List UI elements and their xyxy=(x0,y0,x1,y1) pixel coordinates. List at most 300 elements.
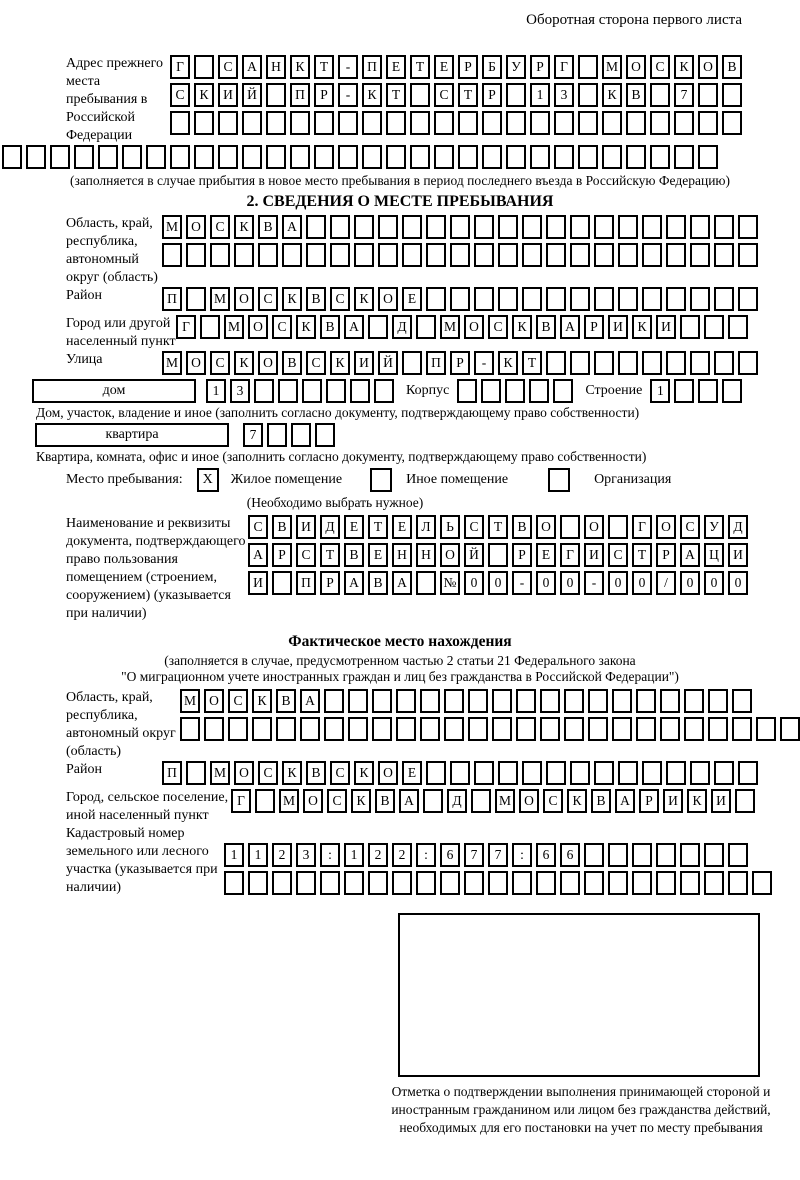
char-cell[interactable] xyxy=(594,761,614,785)
char-cell[interactable] xyxy=(180,717,200,741)
char-cell[interactable] xyxy=(255,789,275,813)
char-cell[interactable] xyxy=(368,871,388,895)
char-cell[interactable]: С xyxy=(210,215,230,239)
char-cell[interactable]: Е xyxy=(386,55,406,79)
char-cell[interactable] xyxy=(570,761,590,785)
char-cell[interactable] xyxy=(666,215,686,239)
char-cell[interactable] xyxy=(570,243,590,267)
char-cell[interactable]: 3 xyxy=(230,379,250,403)
char-cell[interactable]: Р xyxy=(320,571,340,595)
char-cell[interactable] xyxy=(348,689,368,713)
char-cell[interactable]: О xyxy=(519,789,539,813)
char-cell[interactable]: В xyxy=(368,571,388,595)
char-cell[interactable]: К xyxy=(512,315,532,339)
char-cell[interactable]: А xyxy=(560,315,580,339)
char-cell[interactable]: Т xyxy=(632,543,652,567)
char-cell[interactable] xyxy=(468,717,488,741)
char-cell[interactable] xyxy=(650,111,670,135)
char-cell[interactable] xyxy=(354,243,374,267)
char-cell[interactable]: Е xyxy=(402,761,422,785)
char-cell[interactable] xyxy=(608,871,628,895)
char-cell[interactable]: А xyxy=(242,55,262,79)
char-cell[interactable] xyxy=(602,145,622,169)
char-cell[interactable] xyxy=(704,871,724,895)
char-cell[interactable] xyxy=(492,689,512,713)
char-cell[interactable]: С xyxy=(680,515,700,539)
char-cell[interactable] xyxy=(426,243,446,267)
char-cell[interactable]: Р xyxy=(458,55,478,79)
char-cell[interactable]: О xyxy=(234,761,254,785)
char-cell[interactable]: Й xyxy=(378,351,398,375)
char-cell[interactable] xyxy=(602,111,622,135)
char-cell[interactable] xyxy=(450,761,470,785)
char-cell[interactable] xyxy=(618,287,638,311)
char-cell[interactable]: И xyxy=(584,543,604,567)
char-cell[interactable]: Е xyxy=(536,543,556,567)
char-cell[interactable] xyxy=(632,843,652,867)
char-cell[interactable]: Й xyxy=(464,543,484,567)
char-cell[interactable]: Н xyxy=(416,543,436,567)
char-cell[interactable]: В xyxy=(722,55,742,79)
char-cell[interactable]: М xyxy=(210,287,230,311)
char-cell[interactable] xyxy=(656,843,676,867)
char-cell[interactable] xyxy=(2,145,22,169)
char-cell[interactable] xyxy=(282,243,302,267)
char-cell[interactable] xyxy=(690,287,710,311)
char-cell[interactable] xyxy=(553,379,573,403)
char-cell[interactable] xyxy=(714,351,734,375)
char-cell[interactable] xyxy=(578,83,598,107)
char-cell[interactable]: С xyxy=(218,55,238,79)
char-cell[interactable]: В xyxy=(626,83,646,107)
char-cell[interactable] xyxy=(618,215,638,239)
char-cell[interactable] xyxy=(690,351,710,375)
char-cell[interactable]: С xyxy=(488,315,508,339)
char-cell[interactable]: 0 xyxy=(728,571,748,595)
char-cell[interactable]: А xyxy=(615,789,635,813)
char-cell[interactable] xyxy=(618,761,638,785)
char-cell[interactable] xyxy=(666,351,686,375)
char-cell[interactable] xyxy=(546,215,566,239)
char-cell[interactable] xyxy=(458,145,478,169)
char-cell[interactable] xyxy=(728,871,748,895)
char-cell[interactable] xyxy=(594,243,614,267)
char-cell[interactable] xyxy=(660,689,680,713)
char-cell[interactable] xyxy=(650,83,670,107)
char-cell[interactable] xyxy=(426,215,446,239)
char-cell[interactable] xyxy=(290,145,310,169)
char-cell[interactable] xyxy=(578,55,598,79)
char-cell[interactable] xyxy=(642,215,662,239)
char-cell[interactable]: Р xyxy=(272,543,292,567)
char-cell[interactable] xyxy=(386,145,406,169)
char-cell[interactable] xyxy=(738,761,758,785)
char-cell[interactable] xyxy=(146,145,166,169)
char-cell[interactable] xyxy=(570,287,590,311)
char-cell[interactable] xyxy=(578,111,598,135)
apartment-box[interactable]: квартира xyxy=(35,423,229,447)
char-cell[interactable]: О xyxy=(656,515,676,539)
char-cell[interactable] xyxy=(498,243,518,267)
char-cell[interactable] xyxy=(698,111,718,135)
char-cell[interactable] xyxy=(516,717,536,741)
char-cell[interactable] xyxy=(372,717,392,741)
char-cell[interactable]: Г xyxy=(231,789,251,813)
char-cell[interactable] xyxy=(738,243,758,267)
char-cell[interactable] xyxy=(74,145,94,169)
char-cell[interactable] xyxy=(254,379,274,403)
char-cell[interactable]: С xyxy=(327,789,347,813)
char-cell[interactable]: М xyxy=(495,789,515,813)
char-cell[interactable] xyxy=(642,761,662,785)
char-cell[interactable]: Г xyxy=(632,515,652,539)
char-cell[interactable] xyxy=(416,571,436,595)
char-cell[interactable] xyxy=(650,145,670,169)
char-cell[interactable] xyxy=(674,379,694,403)
char-cell[interactable] xyxy=(588,689,608,713)
other-premises-checkbox[interactable] xyxy=(370,468,392,492)
char-cell[interactable]: Т xyxy=(386,83,406,107)
char-cell[interactable]: - xyxy=(512,571,532,595)
char-cell[interactable]: Ц xyxy=(704,543,724,567)
char-cell[interactable]: С xyxy=(228,689,248,713)
char-cell[interactable] xyxy=(420,689,440,713)
char-cell[interactable]: В xyxy=(258,215,278,239)
char-cell[interactable] xyxy=(242,145,262,169)
char-cell[interactable] xyxy=(248,871,268,895)
char-cell[interactable] xyxy=(714,287,734,311)
char-cell[interactable] xyxy=(392,871,412,895)
char-cell[interactable]: А xyxy=(344,315,364,339)
char-cell[interactable] xyxy=(291,423,311,447)
char-cell[interactable]: М xyxy=(440,315,460,339)
char-cell[interactable]: 0 xyxy=(464,571,484,595)
char-cell[interactable] xyxy=(272,571,292,595)
char-cell[interactable] xyxy=(402,243,422,267)
char-cell[interactable]: 7 xyxy=(674,83,694,107)
char-cell[interactable]: А xyxy=(282,215,302,239)
char-cell[interactable]: Р xyxy=(639,789,659,813)
char-cell[interactable]: О xyxy=(440,543,460,567)
char-cell[interactable] xyxy=(642,243,662,267)
char-cell[interactable] xyxy=(204,717,224,741)
char-cell[interactable]: 0 xyxy=(608,571,628,595)
char-cell[interactable] xyxy=(704,315,724,339)
char-cell[interactable] xyxy=(410,83,430,107)
char-cell[interactable] xyxy=(722,379,742,403)
char-cell[interactable]: Т xyxy=(522,351,542,375)
char-cell[interactable]: В xyxy=(512,515,532,539)
char-cell[interactable]: А xyxy=(392,571,412,595)
char-cell[interactable]: Н xyxy=(392,543,412,567)
char-cell[interactable] xyxy=(722,111,742,135)
char-cell[interactable] xyxy=(266,111,286,135)
char-cell[interactable] xyxy=(194,111,214,135)
char-cell[interactable]: Б xyxy=(482,55,502,79)
char-cell[interactable] xyxy=(642,351,662,375)
char-cell[interactable]: И xyxy=(218,83,238,107)
char-cell[interactable] xyxy=(780,717,800,741)
char-cell[interactable] xyxy=(698,83,718,107)
char-cell[interactable] xyxy=(612,717,632,741)
char-cell[interactable] xyxy=(320,871,340,895)
char-cell[interactable] xyxy=(378,243,398,267)
char-cell[interactable] xyxy=(505,379,525,403)
char-cell[interactable] xyxy=(482,145,502,169)
char-cell[interactable]: В xyxy=(375,789,395,813)
char-cell[interactable] xyxy=(666,761,686,785)
char-cell[interactable]: 1 xyxy=(224,843,244,867)
char-cell[interactable] xyxy=(546,351,566,375)
char-cell[interactable] xyxy=(522,287,542,311)
char-cell[interactable] xyxy=(374,379,394,403)
char-cell[interactable]: С xyxy=(306,351,326,375)
char-cell[interactable] xyxy=(594,287,614,311)
char-cell[interactable] xyxy=(420,717,440,741)
char-cell[interactable] xyxy=(516,689,536,713)
char-cell[interactable]: 2 xyxy=(392,843,412,867)
char-cell[interactable]: И xyxy=(248,571,268,595)
char-cell[interactable]: 7 xyxy=(243,423,263,447)
char-cell[interactable]: К xyxy=(296,315,316,339)
char-cell[interactable]: С xyxy=(330,287,350,311)
char-cell[interactable] xyxy=(434,111,454,135)
char-cell[interactable] xyxy=(506,145,526,169)
char-cell[interactable] xyxy=(584,871,604,895)
char-cell[interactable]: О xyxy=(186,215,206,239)
char-cell[interactable]: 1 xyxy=(530,83,550,107)
char-cell[interactable] xyxy=(674,111,694,135)
char-cell[interactable] xyxy=(506,83,526,107)
char-cell[interactable]: О xyxy=(234,287,254,311)
char-cell[interactable] xyxy=(540,689,560,713)
char-cell[interactable] xyxy=(218,111,238,135)
char-cell[interactable] xyxy=(368,315,388,339)
char-cell[interactable] xyxy=(666,287,686,311)
char-cell[interactable]: А xyxy=(399,789,419,813)
char-cell[interactable]: И xyxy=(663,789,683,813)
char-cell[interactable]: В xyxy=(344,543,364,567)
char-cell[interactable] xyxy=(186,761,206,785)
char-cell[interactable] xyxy=(690,243,710,267)
char-cell[interactable]: С xyxy=(170,83,190,107)
organization-checkbox[interactable] xyxy=(548,468,570,492)
char-cell[interactable]: Г xyxy=(170,55,190,79)
char-cell[interactable] xyxy=(481,379,501,403)
char-cell[interactable]: В xyxy=(276,689,296,713)
char-cell[interactable]: - xyxy=(474,351,494,375)
char-cell[interactable] xyxy=(378,215,398,239)
char-cell[interactable]: Д xyxy=(728,515,748,539)
char-cell[interactable] xyxy=(242,111,262,135)
char-cell[interactable] xyxy=(546,761,566,785)
char-cell[interactable] xyxy=(708,689,728,713)
char-cell[interactable] xyxy=(570,215,590,239)
char-cell[interactable] xyxy=(326,379,346,403)
char-cell[interactable]: К xyxy=(498,351,518,375)
char-cell[interactable]: Д xyxy=(447,789,467,813)
char-cell[interactable]: Л xyxy=(416,515,436,539)
confirmation-mark-box[interactable] xyxy=(398,913,760,1077)
char-cell[interactable] xyxy=(554,145,574,169)
char-cell[interactable] xyxy=(498,287,518,311)
char-cell[interactable] xyxy=(98,145,118,169)
char-cell[interactable]: Е xyxy=(368,543,388,567)
char-cell[interactable]: И xyxy=(296,515,316,539)
char-cell[interactable]: В xyxy=(272,515,292,539)
char-cell[interactable] xyxy=(536,871,556,895)
char-cell[interactable]: 6 xyxy=(440,843,460,867)
char-cell[interactable]: О xyxy=(536,515,556,539)
char-cell[interactable]: С xyxy=(434,83,454,107)
char-cell[interactable] xyxy=(300,717,320,741)
char-cell[interactable] xyxy=(632,871,652,895)
char-cell[interactable]: Т xyxy=(410,55,430,79)
char-cell[interactable] xyxy=(474,287,494,311)
char-cell[interactable] xyxy=(200,315,220,339)
char-cell[interactable]: У xyxy=(704,515,724,539)
char-cell[interactable]: Е xyxy=(434,55,454,79)
char-cell[interactable]: В xyxy=(306,761,326,785)
char-cell[interactable]: - xyxy=(584,571,604,595)
char-cell[interactable]: В xyxy=(282,351,302,375)
char-cell[interactable] xyxy=(738,287,758,311)
char-cell[interactable] xyxy=(608,843,628,867)
char-cell[interactable] xyxy=(50,145,70,169)
char-cell[interactable]: Т xyxy=(488,515,508,539)
char-cell[interactable]: С xyxy=(330,761,350,785)
char-cell[interactable]: Г xyxy=(176,315,196,339)
char-cell[interactable] xyxy=(457,379,477,403)
char-cell[interactable]: О xyxy=(626,55,646,79)
char-cell[interactable]: К xyxy=(354,287,374,311)
char-cell[interactable]: О xyxy=(378,287,398,311)
char-cell[interactable] xyxy=(560,871,580,895)
char-cell[interactable] xyxy=(194,145,214,169)
char-cell[interactable] xyxy=(474,761,494,785)
char-cell[interactable] xyxy=(122,145,142,169)
char-cell[interactable]: О xyxy=(584,515,604,539)
char-cell[interactable]: С xyxy=(272,315,292,339)
char-cell[interactable]: Т xyxy=(368,515,388,539)
char-cell[interactable] xyxy=(498,215,518,239)
char-cell[interactable]: В xyxy=(320,315,340,339)
char-cell[interactable] xyxy=(210,243,230,267)
char-cell[interactable] xyxy=(674,145,694,169)
char-cell[interactable]: Д xyxy=(320,515,340,539)
char-cell[interactable] xyxy=(354,215,374,239)
char-cell[interactable] xyxy=(578,145,598,169)
char-cell[interactable]: К xyxy=(674,55,694,79)
char-cell[interactable] xyxy=(344,871,364,895)
char-cell[interactable] xyxy=(704,843,724,867)
char-cell[interactable]: 2 xyxy=(272,843,292,867)
char-cell[interactable]: А xyxy=(680,543,700,567)
char-cell[interactable]: Г xyxy=(554,55,574,79)
char-cell[interactable] xyxy=(636,689,656,713)
char-cell[interactable]: Р xyxy=(482,83,502,107)
char-cell[interactable] xyxy=(612,689,632,713)
char-cell[interactable]: К xyxy=(194,83,214,107)
char-cell[interactable]: К xyxy=(282,287,302,311)
char-cell[interactable]: М xyxy=(162,351,182,375)
char-cell[interactable]: К xyxy=(687,789,707,813)
char-cell[interactable] xyxy=(714,761,734,785)
char-cell[interactable]: С xyxy=(210,351,230,375)
char-cell[interactable] xyxy=(690,761,710,785)
char-cell[interactable]: 7 xyxy=(464,843,484,867)
char-cell[interactable]: К xyxy=(234,351,254,375)
char-cell[interactable] xyxy=(588,717,608,741)
char-cell[interactable]: С xyxy=(608,543,628,567)
char-cell[interactable]: М xyxy=(224,315,244,339)
char-cell[interactable] xyxy=(186,287,206,311)
char-cell[interactable] xyxy=(540,717,560,741)
char-cell[interactable]: : xyxy=(416,843,436,867)
char-cell[interactable] xyxy=(410,145,430,169)
char-cell[interactable] xyxy=(224,871,244,895)
char-cell[interactable] xyxy=(162,243,182,267)
char-cell[interactable]: Д xyxy=(392,315,412,339)
char-cell[interactable]: А xyxy=(344,571,364,595)
char-cell[interactable] xyxy=(252,717,272,741)
char-cell[interactable] xyxy=(530,145,550,169)
char-cell[interactable]: И xyxy=(354,351,374,375)
char-cell[interactable]: 1 xyxy=(206,379,226,403)
char-cell[interactable] xyxy=(324,689,344,713)
char-cell[interactable]: Г xyxy=(560,543,580,567)
char-cell[interactable]: С xyxy=(543,789,563,813)
char-cell[interactable]: П xyxy=(426,351,446,375)
char-cell[interactable]: С xyxy=(258,761,278,785)
char-cell[interactable]: К xyxy=(567,789,587,813)
char-cell[interactable] xyxy=(488,543,508,567)
char-cell[interactable] xyxy=(506,111,526,135)
char-cell[interactable] xyxy=(512,871,532,895)
char-cell[interactable] xyxy=(660,717,680,741)
char-cell[interactable]: О xyxy=(303,789,323,813)
char-cell[interactable] xyxy=(626,111,646,135)
char-cell[interactable]: О xyxy=(258,351,278,375)
char-cell[interactable]: 6 xyxy=(536,843,556,867)
char-cell[interactable]: К xyxy=(351,789,371,813)
char-cell[interactable]: Е xyxy=(392,515,412,539)
char-cell[interactable]: С xyxy=(464,515,484,539)
char-cell[interactable] xyxy=(372,689,392,713)
char-cell[interactable]: Р xyxy=(512,543,532,567)
char-cell[interactable] xyxy=(302,379,322,403)
char-cell[interactable]: / xyxy=(656,571,676,595)
char-cell[interactable]: П xyxy=(162,287,182,311)
char-cell[interactable] xyxy=(626,145,646,169)
char-cell[interactable]: - xyxy=(338,55,358,79)
char-cell[interactable]: О xyxy=(186,351,206,375)
char-cell[interactable]: И xyxy=(608,315,628,339)
char-cell[interactable]: О xyxy=(698,55,718,79)
char-cell[interactable] xyxy=(170,111,190,135)
char-cell[interactable]: А xyxy=(248,543,268,567)
char-cell[interactable] xyxy=(522,761,542,785)
char-cell[interactable]: Р xyxy=(656,543,676,567)
char-cell[interactable] xyxy=(728,315,748,339)
char-cell[interactable] xyxy=(714,243,734,267)
char-cell[interactable] xyxy=(423,789,443,813)
char-cell[interactable]: Р xyxy=(450,351,470,375)
char-cell[interactable] xyxy=(708,717,728,741)
char-cell[interactable] xyxy=(522,215,542,239)
char-cell[interactable] xyxy=(386,111,406,135)
char-cell[interactable] xyxy=(170,145,190,169)
